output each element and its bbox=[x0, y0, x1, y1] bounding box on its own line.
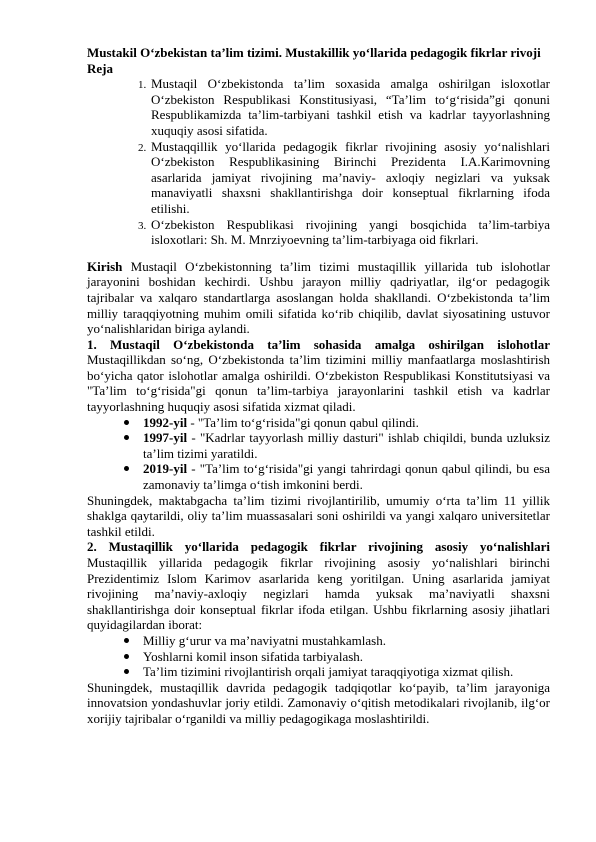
bullet-dot-icon bbox=[124, 638, 129, 643]
bullet-dot-icon bbox=[124, 654, 129, 659]
section-1-bullet-list bbox=[87, 415, 550, 493]
bullet-text: Ta’lim tizimini rivojlantirish orqali jamiyat taraqqiyotiga xizmat qilish. bbox=[143, 664, 514, 680]
section-1-paragraph: Mustaqillikdan so‘ng, O‘zbekistonda ta’lim tizimini milliy manfaatlarga moslashtirish bo‘yicha qator islohotlar amalga oshirildi. O‘zbekiston Respublikasi Konstitutsiyasi va "Ta’lim to‘g‘risida"gi qonun ta’lim-tarbiya jarayonlarini tashkil etish va kadrlar tayyorlashning huquqiy asosi sifatida xizmat qiladi. bbox=[87, 352, 550, 415]
bullet-item bbox=[143, 430, 550, 461]
plan-list bbox=[87, 76, 550, 248]
section-1-closing-paragraph: Shuningdek, maktabgacha ta’lim tizimi rivojlantirilib, umumiy o‘rta ta’lim 11 yillik shaklga qaytarildi, oliy ta’lim muassasalari soni oshirildi va yangi xalqaro universitetlar tashkil etildi. bbox=[87, 492, 550, 539]
bullet-year: 1992-yil bbox=[143, 414, 188, 430]
section-2-closing-paragraph: Shuningdek, mustaqillik davrida pedagogik tadqiqotlar ko‘payib, ta’lim jarayoniga innovatsion yondashuvlar joriy etildi. Zamonaviy o‘qitish metodikalari rivojlanib, ilg‘or xorijiy tajribalar o‘rganildi va milliy pedagogikaga moslashtirildi. bbox=[87, 679, 550, 726]
bullet-year: 1997-yil bbox=[143, 430, 188, 446]
bullet-text: - "Kadrlar tayyorlash milliy dasturi" ishlab chiqildi, bunda uzluksiz ta’lim tizimi yaratildi. bbox=[143, 430, 550, 461]
plan-item: 2. Mustaqqillik yo‘llarida pedagogik fikrlar rivojining asosiy yo‘nalishlari O‘zbekiston Respublikasining Birinchi Prezidenta I.A.Karimovning asarlarida jamiyat rivojining ma’naviy- axloqiy negizlari va yuksak manaviyatli shaxsni shakllantirishga doir konseptual fikrlarning ifoda etilishi. bbox=[149, 139, 550, 217]
bullet-text: - "Ta’lim to‘g‘risida"gi qonun qabul qilindi. bbox=[187, 414, 419, 430]
bullet-item bbox=[143, 461, 550, 492]
section-2-bullet-list bbox=[87, 633, 550, 680]
bullet-dot-icon bbox=[124, 435, 129, 440]
bullet-item bbox=[143, 649, 550, 665]
intro-paragraph bbox=[87, 259, 550, 337]
plan-item: 1. Mustaqil O‘zbekistonda ta’lim soxasida amalga oshirilgan isloxotlar O‘zbekiston Respublikasi Konstitusiyasi, “Ta’lim to‘g‘risida”gi qonuni Respublikamizda ta’lim-tarbiyani tashkil etish va kadrlar tayyorlashning xuquqiy asosi sifatida. bbox=[149, 76, 550, 138]
bullet-item bbox=[143, 415, 550, 431]
document-title: Mustakil O‘zbekistan ta’lim tizimi. Mustakillik yo‘llarida pedagogik fikrlar rivoji bbox=[87, 45, 541, 60]
intro-keyword: Kirish bbox=[87, 258, 123, 274]
bullet-text: - "Ta’lim to‘g‘risida"gi yangi tahrirdagi qonun qabul qilindi, bu esa zamonaviy ta’limga o‘tish imkonini berdi. bbox=[143, 461, 550, 493]
intro-text: Mustaqil O‘zbekistonning ta’lim tizimi mustaqillik yillarida tub islohotlar jarayonini boshidan kechirdi. Ushbu jarayon milliy qadriyatlar, ilg‘or pedagogik tajribalar va xalqaro standartlarga asoslangan holda shakllandi. O‘zbekistonda ta’lim milliy taraqqiyotning muhim omili sifatida ko‘rib chiqilib, davlat siyosatining ustuvor yo‘nalishlaridan biriga aylandi. bbox=[87, 258, 550, 337]
plan-heading: Reja bbox=[87, 60, 113, 76]
section-2-heading: 2. Mustaqillik yo‘llarida pedagogik fikrlar rivojining asosiy yo‘nalishlari bbox=[87, 539, 550, 555]
plan-item: 3. O‘zbekiston Respublikasi rivojining yangi bosqichida ta’lim-tarbiya isloxotlari: Sh. M. Mnrziyoevning ta’lim-tarbiyaga oid fikrlari. bbox=[149, 217, 550, 248]
section-1-heading: 1. Mustaqil O‘zbekistonda ta’lim sohasida amalga oshirilgan islohotlar bbox=[87, 336, 550, 352]
section-2-paragraph: Mustaqillik yillarida pedagogik fikrlar rivojining asosiy yo‘nalishlari birinchi Prezidentimiz Islom Karimov asarlarida keng yoritilgan. Uning asarlarida jamiyat rivojining ma’naviy-axloqiy negizlari hamda yuksak ma’naviyatli shaxsni shakllantirishga doir konseptual fikrlar ifoda etilgan. Ushbu fikrlarning asosiy jihatlari quyidagilardan iborat: bbox=[87, 555, 550, 633]
bullet-dot-icon bbox=[124, 466, 129, 471]
bullet-dot-icon bbox=[124, 669, 129, 674]
bullet-year: 2019-yil bbox=[143, 461, 188, 477]
bullet-text: Yoshlarni komil inson sifatida tarbiyalash. bbox=[143, 648, 364, 664]
bullet-dot-icon bbox=[124, 420, 129, 425]
bullet-item bbox=[143, 664, 550, 680]
bullet-text: Milliy g‘urur va ma’naviyatni mustahkamlash. bbox=[143, 632, 386, 648]
bullet-item bbox=[143, 633, 550, 649]
